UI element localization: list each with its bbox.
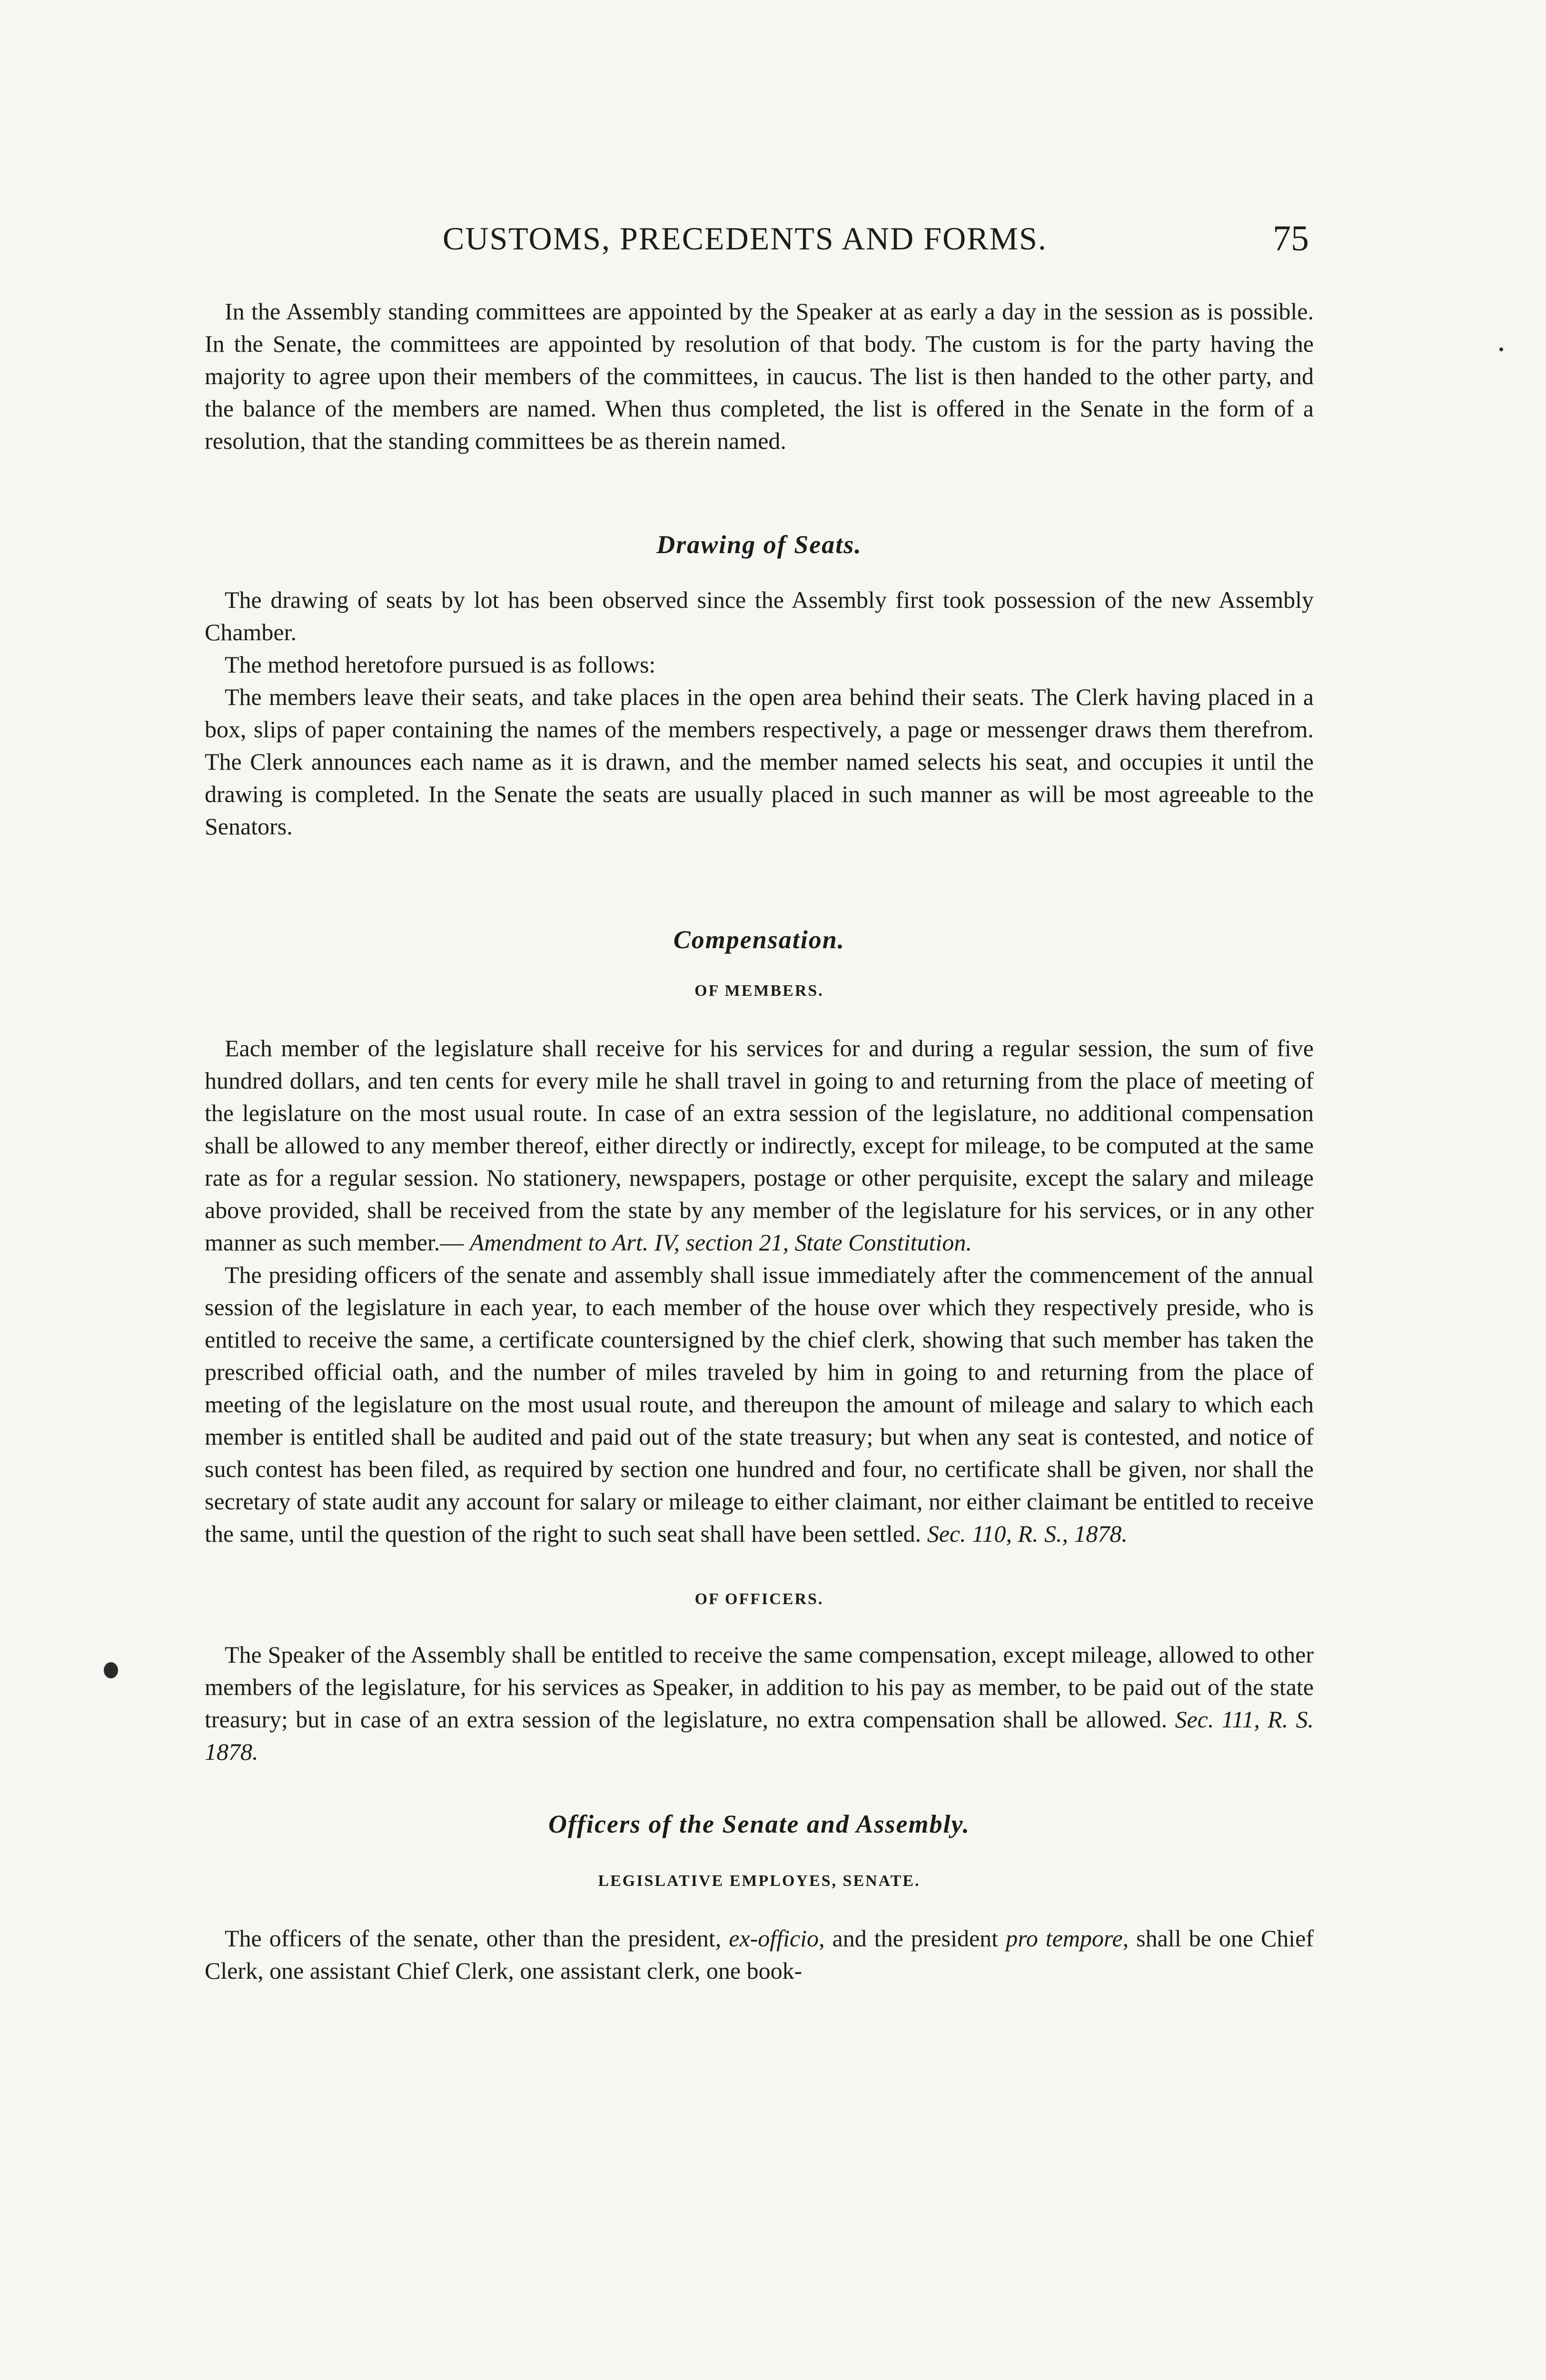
document-page xyxy=(205,0,1314,2380)
margin-speck xyxy=(1499,347,1503,351)
members-paragraph-1 xyxy=(205,1032,1314,1259)
officers-section-title: Officers of the Senate and Assembly. xyxy=(548,1810,970,1838)
statute-citation-111: Sec. 111, R. S. 1878. xyxy=(205,1706,1314,1765)
compensation-title: Compensation. xyxy=(673,925,845,954)
margin-ink-dot xyxy=(104,1662,118,1678)
page-header xyxy=(205,220,1314,263)
drawing-paragraph-3: The members leave their seats, and take places in the open area behind their seats. The Clerk having placed in a box, slips of paper containing the names of the members respectively, a page or messenger draws them therefrom. The Clerk announces each name as it is drawn, and the member named selects his seat, and occupies it until the drawing is completed. In the Senate the seats are usually placed in such manner as will be most agreeable to the Senators. xyxy=(205,684,1314,840)
members-paragraph-2 xyxy=(205,1259,1314,1550)
pro-tempore-term: pro tempore xyxy=(1006,1925,1123,1952)
members-paragraph-1-text: Each member of the legislature shall receive for his services for and during a regular session, the sum of five hundred dollars, and ten cents for every mile he shall travel in going to and returning from the place of meeting of the legislature on the most usual route. In case of an extra session of the legislature, no additional compensation shall be allowed to any member thereof, either directly or indirectly, except for mileage, to be computed at the same rate as for a regular session. No stationery, newspapers, postage or other perquisite, except the salary and mileage above provided, shall be received from the state by any member of the legislature for his services, or in any other manner as such member.— xyxy=(205,1035,1314,1256)
of-officers-heading: OF OFFICERS. xyxy=(694,1590,824,1608)
officers-p1-mid: , and the president xyxy=(819,1925,999,1952)
ex-officio-term: ex-officio xyxy=(729,1925,819,1952)
statute-citation-110: Sec. 110, R. S., 1878. xyxy=(927,1520,1128,1547)
officers-p1-end: , shall be one Chief Clerk, one assistant Chief Clerk, one assistant clerk, one book- xyxy=(205,1925,1314,1984)
constitution-citation: Amendment to Art. IV, section 21, State Constitution. xyxy=(469,1229,972,1256)
intro-paragraph: In the Assembly standing committees are appointed by the Speaker at as early a day in the session as is possible. In the Senate, the committees are appointed by resolution of that body. The custom is for the party having the majority to agree upon their members of the committees, in caucus. The list is then handed to the other party, and the balance of the members are named. When thus completed, the list is offered in the Senate in the form of a resolution, that the standing committees be as therein named. xyxy=(205,298,1314,454)
members-paragraph-2-text: The presiding officers of the senate and assembly shall issue immediately after the commencement of the annual session of the legislature in each year, to each member of the house over which they respectively preside, who is entitled to receive the same, a certificate countersigned by the chief clerk, showing that such member has taken the prescribed official oath, and the number of miles traveled by him in going to and returning from the place of meeting of the legislature on the most usual route, and thereupon the amount of mileage and salary to which each member is entitled shall be audited and paid out of the state treasury; but when any seat is contested, and notice of such contest has been filed, as required by section one hundred and four, no certificate shall be given, nor shall the secretary of state audit any account for salary or mileage to either claimant, nor either claimant be entitled to receive the same, until the question of the right to such seat shall have been settled. xyxy=(205,1261,1314,1547)
running-title: CUSTOMS, PRECEDENTS AND FORMS. xyxy=(443,220,1047,257)
legislative-employes-heading: LEGISLATIVE EMPLOYES, SENATE. xyxy=(598,1872,921,1890)
drawing-paragraph-2: The method heretofore pursued is as follows: xyxy=(225,651,656,678)
page-body xyxy=(205,295,1314,1987)
officers-paragraph-1 xyxy=(205,1638,1314,1768)
drawing-paragraph-1: The drawing of seats by lot has been observed since the Assembly first took possession of the new Assembly Chamber. xyxy=(205,586,1314,645)
of-members-heading: OF MEMBERS. xyxy=(694,982,824,1000)
page-number: 75 xyxy=(1273,218,1309,258)
officers-p1-start: The officers of the senate, other than the president, xyxy=(225,1925,722,1952)
officers-section-paragraph-1 xyxy=(205,1922,1314,1987)
officers-paragraph-1-text: The Speaker of the Assembly shall be entitled to receive the same compensation, except mileage, allowed to other members of the legislature, for his services as Speaker, in addition to his pay as member, to be paid out of the state treasury; but in case of an extra session of the legislature, no extra compensation shall be allowed. xyxy=(205,1641,1314,1733)
drawing-of-seats-title: Drawing of Seats. xyxy=(656,530,862,559)
